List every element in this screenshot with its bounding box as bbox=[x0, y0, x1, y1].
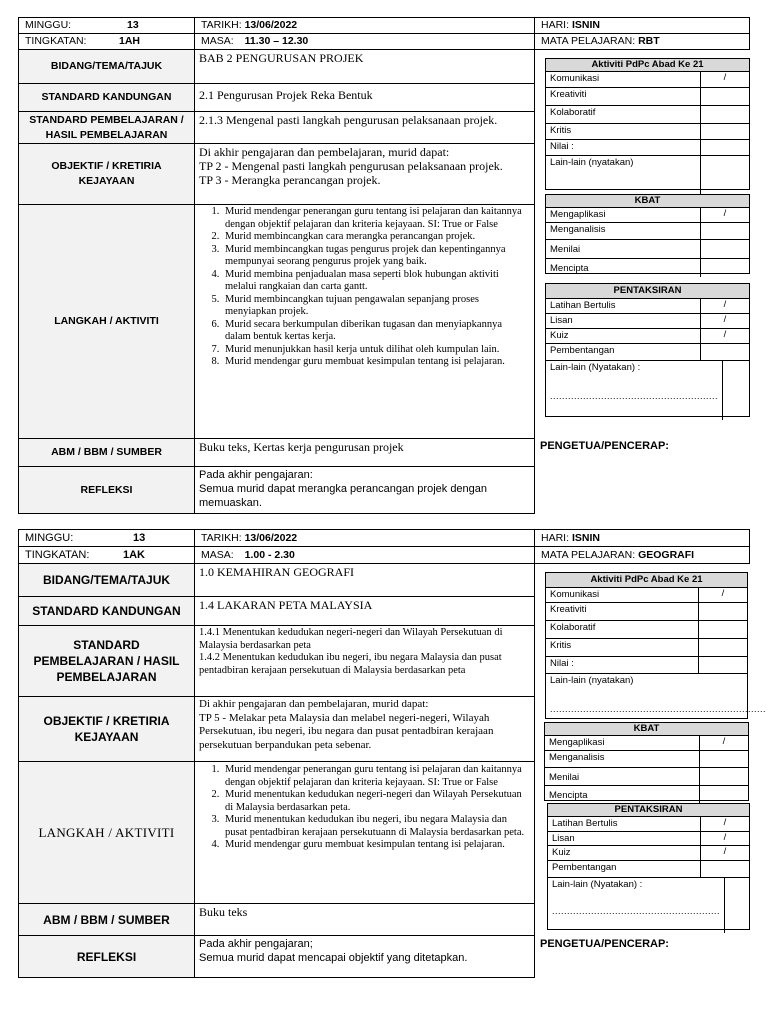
standard-kandungan-content: 2.1 Pengurusan Projek Reka Bentuk bbox=[194, 83, 535, 112]
pentaksiran-box bbox=[547, 803, 750, 930]
list-item: 8. Murid mendengar guru membuat kesimpulan tentang isi pelajaran. bbox=[222, 356, 530, 369]
hari-cell bbox=[534, 529, 750, 547]
kbat-row bbox=[545, 768, 748, 786]
kbat-row bbox=[546, 259, 749, 277]
pentaksiran-row-mark: / bbox=[723, 299, 727, 310]
aktiviti-row bbox=[546, 621, 747, 639]
masa-cell bbox=[194, 33, 535, 50]
kbat-row-label: Mengaplikasi bbox=[545, 736, 700, 750]
tingkatan-label: TINGKATAN: bbox=[25, 549, 90, 561]
list-item: 3. Murid menentukan kedudukan ibu negeri, ibu negara Malaysia dan pusat pentadbiran kerajaan persekutuann di Malaysia berdasarkan peta. bbox=[222, 814, 530, 839]
list-item: 6. Murid secara berkumpulan diberikan tugasan dan menyiapkannya dalam bentuk kertas kerja. bbox=[222, 319, 530, 344]
abm-content: Buku teks bbox=[194, 903, 535, 936]
standard-kandungan-label: STANDARD KANDUNGAN bbox=[18, 83, 195, 112]
kbat-row-label: Mengaplikasi bbox=[546, 208, 701, 222]
masa-value: 11.30 – 12.30 bbox=[244, 35, 309, 47]
refleksi-line: Semua murid dapat merangka perancangan projek dengan memuaskan. bbox=[199, 483, 488, 509]
pentaksiran-box bbox=[545, 283, 750, 417]
list-item: 2. Murid membincangkan cara merangka perancangan projek. bbox=[222, 231, 530, 244]
aktiviti-row-label: Kolaboratif bbox=[546, 621, 699, 638]
langkah-list bbox=[199, 764, 530, 852]
pentaksiran-row-mark: / bbox=[723, 832, 727, 843]
pentaksiran-title: PENTAKSIRAN bbox=[546, 284, 749, 299]
refleksi-line: Pada akhir pengajaran; bbox=[199, 938, 313, 950]
list-item: 4. Murid membina penjadualan masa seperti blok hubungan aktiviti melalui rangkaian dan carta gantt. bbox=[222, 269, 530, 294]
aktiviti-abad21-box bbox=[545, 58, 750, 190]
pentaksiran-lain-value bbox=[723, 361, 749, 420]
bidang-content: 1.0 KEMAHIRAN GEOGRAFI bbox=[194, 563, 535, 597]
kbat-box bbox=[544, 722, 749, 801]
list-item: 3. Murid membincangkan tugas pengurus projek dan kepentingannya mempunyai seorang pengurus projek yang baik. bbox=[222, 244, 530, 269]
aktiviti-row-label: Komunikasi bbox=[546, 72, 701, 87]
kbat-row bbox=[546, 223, 749, 240]
aktiviti-lain-row bbox=[546, 674, 767, 724]
pentaksiran-dots: ........................................................ bbox=[550, 391, 719, 401]
aktiviti-row bbox=[546, 657, 747, 674]
objektif-line: TP 3 - Merangka perancangan projek. bbox=[199, 173, 381, 187]
aktiviti-row bbox=[546, 124, 749, 140]
aktiviti-abad21-box bbox=[545, 572, 767, 719]
kbat-row-mark bbox=[701, 259, 749, 277]
kbat-row bbox=[545, 786, 748, 804]
objektif-label: OBJEKTIF / KRETIRIA KEJAYAAN bbox=[18, 696, 195, 762]
tarikh-cell bbox=[194, 17, 535, 34]
tarikh-label: TARIKH: bbox=[201, 532, 242, 544]
aktiviti-row bbox=[546, 88, 749, 106]
langkah-content bbox=[194, 204, 535, 439]
aktiviti-row-mark bbox=[699, 603, 747, 620]
pentaksiran-lain-cell bbox=[548, 878, 725, 933]
aktiviti-row-mark bbox=[699, 639, 747, 656]
minggu-value: 13 bbox=[133, 532, 146, 544]
langkah-list bbox=[199, 206, 530, 369]
pentaksiran-dots: ........................................................ bbox=[552, 906, 721, 916]
pentaksiran-lain-value bbox=[725, 878, 749, 933]
refleksi-label: REFLEKSI bbox=[18, 466, 195, 514]
objektif-line: Di akhir pengajaran dan pembelajaran, murid dapat: bbox=[199, 145, 450, 159]
aktiviti-row-mark bbox=[701, 124, 749, 139]
bidang-content: BAB 2 PENGURUSAN PROJEK bbox=[194, 49, 535, 84]
tingkatan-value: 1AK bbox=[123, 549, 146, 561]
refleksi-content bbox=[194, 935, 535, 978]
pentaksiran-lain-label: Lain-lain (Nyatakan) : bbox=[550, 362, 641, 373]
kbat-row-label: Menilai bbox=[546, 240, 701, 258]
standard-pembelajaran-label: STANDARD PEMBELAJARAN / HASIL PEMBELAJARAN bbox=[18, 111, 195, 144]
aktiviti-row-mark: / bbox=[721, 588, 725, 599]
standard-kandungan-content: 1.4 LAKARAN PETA MALAYSIA bbox=[194, 596, 535, 626]
pentaksiran-row bbox=[548, 832, 749, 846]
standard-kandungan-label: STANDARD KANDUNGAN bbox=[18, 596, 195, 626]
objektif-label: OBJEKTIF / KRETIRIA KEJAYAAN bbox=[18, 143, 195, 205]
kbat-row-label: Mencipta bbox=[546, 259, 701, 277]
list-item: 2. Murid menentukan kedudukan negeri-negeri dan Wilayah Persekutuan di Malaysia berdasarkan peta. bbox=[222, 789, 530, 814]
pentaksiran-row-label: Pembentangan bbox=[546, 344, 701, 360]
mata-pelajaran-cell bbox=[534, 33, 750, 50]
mata-pelajaran-label: MATA PELAJARAN: bbox=[541, 35, 636, 47]
standard-pembelajaran-label: STANDARD PEMBELAJARAN / HASIL PEMBELAJARAN bbox=[18, 625, 195, 697]
list-item: 1. Murid mendengar penerangan guru tentang isi pelajaran dan kaitannya dengan objektif pelajaran dan kriteria kejayaan. SI: True or False bbox=[222, 764, 530, 789]
kbat-row-mark bbox=[700, 768, 748, 785]
pentaksiran-row bbox=[546, 314, 749, 329]
aktiviti-row-label: Kolaboratif bbox=[546, 106, 701, 123]
list-item: 7. Murid menunjukkan hasil kerja untuk dilihat oleh kumpulan lain. bbox=[222, 344, 530, 357]
kbat-row bbox=[546, 240, 749, 259]
mata-pelajaran-value: RBT bbox=[638, 35, 660, 47]
mata-pelajaran-value: GEOGRAFI bbox=[638, 549, 695, 561]
mata-pelajaran-cell bbox=[534, 546, 750, 564]
aktiviti-lain-row bbox=[546, 156, 749, 194]
hari-label: HARI: bbox=[541, 19, 570, 31]
hari-label: HARI: bbox=[541, 532, 570, 544]
minggu-label: MINGGU: bbox=[25, 19, 72, 31]
standard-pembelajaran-line: 1.4.1 Menentukan kedudukan negeri-negeri dan Wilayah Persekutuan di Malaysia berdasarkan peta bbox=[199, 627, 503, 651]
kbat-title: KBAT bbox=[545, 723, 748, 736]
langkah-content bbox=[194, 761, 535, 904]
aktiviti-row-mark bbox=[699, 621, 747, 638]
refleksi-label: REFLEKSI bbox=[18, 935, 195, 978]
kbat-title: KBAT bbox=[546, 195, 749, 208]
tarikh-cell bbox=[194, 529, 535, 547]
minggu-value: 13 bbox=[127, 19, 139, 31]
bidang-label: BIDANG/TEMA/TAJUK bbox=[18, 563, 195, 597]
aktiviti-row-mark bbox=[701, 140, 749, 155]
objektif-content bbox=[194, 143, 535, 205]
pentaksiran-row-mark: / bbox=[723, 314, 727, 325]
standard-pembelajaran-content: 2.1.3 Mengenal pasti langkah pengurusan pelaksanaan projek. bbox=[194, 111, 535, 144]
aktiviti-title: Aktiviti PdPc Abad Ke 21 bbox=[546, 59, 749, 72]
hari-value: ISNIN bbox=[571, 532, 600, 544]
tarikh-value: 13/06/2022 bbox=[244, 19, 298, 31]
standard-pembelajaran-line: 1.4.2 Menentukan kedudukan ibu negeri, ibu negara Malaysia dan pusat pentadbiran kerajaan persekutuan di Malaysia berdasarkan peta bbox=[199, 652, 502, 676]
aktiviti-row-label: Kreativiti bbox=[546, 88, 701, 105]
pentaksiran-row-label: Kuiz bbox=[548, 846, 701, 860]
kbat-row-label: Mencipta bbox=[545, 786, 700, 804]
aktiviti-dots: ........................................................................ bbox=[550, 704, 767, 714]
kbat-row-mark bbox=[701, 223, 749, 239]
minggu-label: MINGGU: bbox=[25, 532, 74, 544]
kbat-row bbox=[545, 751, 748, 768]
aktiviti-row bbox=[546, 72, 749, 88]
tarikh-value: 13/06/2022 bbox=[244, 532, 298, 544]
tarikh-label: TARIKH: bbox=[201, 19, 242, 31]
aktiviti-row-label: Kreativiti bbox=[546, 603, 699, 620]
kbat-row-label: Menilai bbox=[545, 768, 700, 785]
masa-value: 1.00 - 2.30 bbox=[244, 549, 295, 561]
aktiviti-row bbox=[546, 588, 747, 603]
mata-pelajaran-label: MATA PELAJARAN: bbox=[541, 549, 636, 561]
aktiviti-row bbox=[546, 603, 747, 621]
masa-label: MASA: bbox=[201, 35, 234, 47]
pentaksiran-lain-label: Lain-lain (Nyatakan) : bbox=[552, 879, 643, 890]
aktiviti-row-label: Nilai : bbox=[546, 657, 699, 673]
minggu-cell bbox=[18, 529, 195, 547]
refleksi-line: Semua murid dapat mencapai objektif yang ditetapkan. bbox=[199, 952, 468, 964]
objektif-content bbox=[194, 696, 535, 762]
aktiviti-row-label: Kritis bbox=[546, 124, 701, 139]
standard-pembelajaran-content bbox=[194, 625, 535, 697]
aktiviti-lain-value bbox=[701, 156, 749, 194]
pentaksiran-row-mark bbox=[701, 344, 749, 360]
list-item: 4. Murid mendengar guru membuat kesimpulan tentang isi pelajaran. bbox=[222, 839, 530, 852]
objektif-line: TP 5 - Melakar peta Malaysia dan melabel negeri-negeri, Wilayah Persekutuan, ibu negeri, ibu negara dan pusat pentadbiran kerajaan persekutuan berpandukan peta sebenar. bbox=[199, 711, 494, 751]
lesson-plan-2 bbox=[18, 529, 767, 978]
objektif-line: TP 2 - Mengenal pasti langkah pengurusan pelaksanaan projek. bbox=[199, 159, 503, 173]
aktiviti-lain-label: Lain-lain (nyatakan) bbox=[550, 675, 634, 686]
pentaksiran-row-label: Pembentangan bbox=[548, 861, 701, 877]
aktiviti-row bbox=[546, 106, 749, 124]
kbat-row-mark bbox=[701, 240, 749, 258]
aktiviti-row-label: Kritis bbox=[546, 639, 699, 656]
pentaksiran-row bbox=[548, 817, 749, 832]
tingkatan-value: 1AH bbox=[119, 35, 141, 47]
pentaksiran-row-label: Latihan Bertulis bbox=[548, 817, 701, 831]
pentaksiran-lain-cell bbox=[546, 361, 723, 420]
langkah-label: LANGKAH / AKTIVITI bbox=[18, 761, 195, 904]
aktiviti-lain-cell bbox=[546, 674, 768, 724]
tingkatan-label: TINGKATAN: bbox=[25, 35, 87, 47]
aktiviti-row-mark: / bbox=[723, 72, 727, 83]
aktiviti-row-mark bbox=[701, 106, 749, 123]
tingkatan-cell bbox=[18, 33, 195, 50]
kbat-row-mark: / bbox=[723, 208, 727, 219]
kbat-row bbox=[545, 736, 748, 751]
refleksi-content bbox=[194, 466, 535, 514]
aktiviti-row-mark bbox=[701, 88, 749, 105]
pengetua-pencerap-label: PENGETUA/PENCERAP: bbox=[540, 938, 669, 950]
pentaksiran-row-label: Latihan Bertulis bbox=[546, 299, 701, 313]
kbat-row-mark: / bbox=[722, 736, 726, 747]
aktiviti-row bbox=[546, 639, 747, 657]
pentaksiran-row bbox=[546, 344, 749, 361]
pentaksiran-lain-row bbox=[546, 361, 749, 420]
pentaksiran-row-mark: / bbox=[723, 329, 727, 340]
bidang-label: BIDANG/TEMA/TAJUK bbox=[18, 49, 195, 84]
kbat-box bbox=[545, 194, 750, 274]
pentaksiran-row bbox=[546, 329, 749, 344]
aktiviti-lain-label: Lain-lain (nyatakan) bbox=[546, 156, 701, 194]
minggu-cell bbox=[18, 17, 195, 34]
pentaksiran-row-mark: / bbox=[723, 846, 727, 857]
pentaksiran-row bbox=[548, 861, 749, 878]
pentaksiran-row-label: Lisan bbox=[548, 832, 701, 845]
masa-label: MASA: bbox=[201, 549, 234, 561]
list-item: 1. Murid mendengar penerangan guru tentang isi pelajaran dan kaitannya dengan objektif pelajaran dan kriteria kejayaan. SI: True or False bbox=[222, 206, 530, 231]
aktiviti-row-label: Komunikasi bbox=[546, 588, 699, 602]
pentaksiran-lain-row bbox=[548, 878, 749, 933]
pentaksiran-row bbox=[548, 846, 749, 861]
kbat-row-mark bbox=[700, 751, 748, 767]
pentaksiran-row bbox=[546, 299, 749, 314]
aktiviti-row bbox=[546, 140, 749, 156]
tingkatan-cell bbox=[18, 546, 195, 564]
aktiviti-title: Aktiviti PdPc Abad Ke 21 bbox=[546, 573, 747, 588]
hari-cell bbox=[534, 17, 750, 34]
abm-content: Buku teks, Kertas kerja pengurusan projek bbox=[194, 438, 535, 467]
kbat-row-label: Menganalisis bbox=[546, 223, 701, 239]
aktiviti-row-mark bbox=[699, 657, 747, 673]
kbat-row-mark bbox=[700, 786, 748, 804]
pentaksiran-title: PENTAKSIRAN bbox=[548, 804, 749, 817]
langkah-label: LANGKAH / AKTIVITI bbox=[18, 204, 195, 439]
refleksi-line: Pada akhir pengajaran: bbox=[199, 469, 313, 481]
list-item: 5. Murid membincangkan tujuan pengawalan sepanjang proses menyiapkan projek. bbox=[222, 294, 530, 319]
abm-label: ABM / BBM / SUMBER bbox=[18, 438, 195, 467]
kbat-row-label: Menganalisis bbox=[545, 751, 700, 767]
aktiviti-row-label: Nilai : bbox=[546, 140, 701, 155]
pentaksiran-row-label: Lisan bbox=[546, 314, 701, 328]
abm-label: ABM / BBM / SUMBER bbox=[18, 903, 195, 936]
masa-cell bbox=[194, 546, 535, 564]
kbat-row bbox=[546, 208, 749, 223]
pentaksiran-row-mark: / bbox=[723, 817, 727, 828]
pentaksiran-row-mark bbox=[701, 861, 749, 877]
pentaksiran-row-label: Kuiz bbox=[546, 329, 701, 343]
pengetua-pencerap-label: PENGETUA/PENCERAP: bbox=[540, 440, 669, 452]
hari-value: ISNIN bbox=[571, 19, 600, 31]
objektif-line: Di akhir pengajaran dan pembelajaran, murid dapat: bbox=[199, 698, 429, 710]
lesson-plan-1 bbox=[18, 17, 750, 514]
